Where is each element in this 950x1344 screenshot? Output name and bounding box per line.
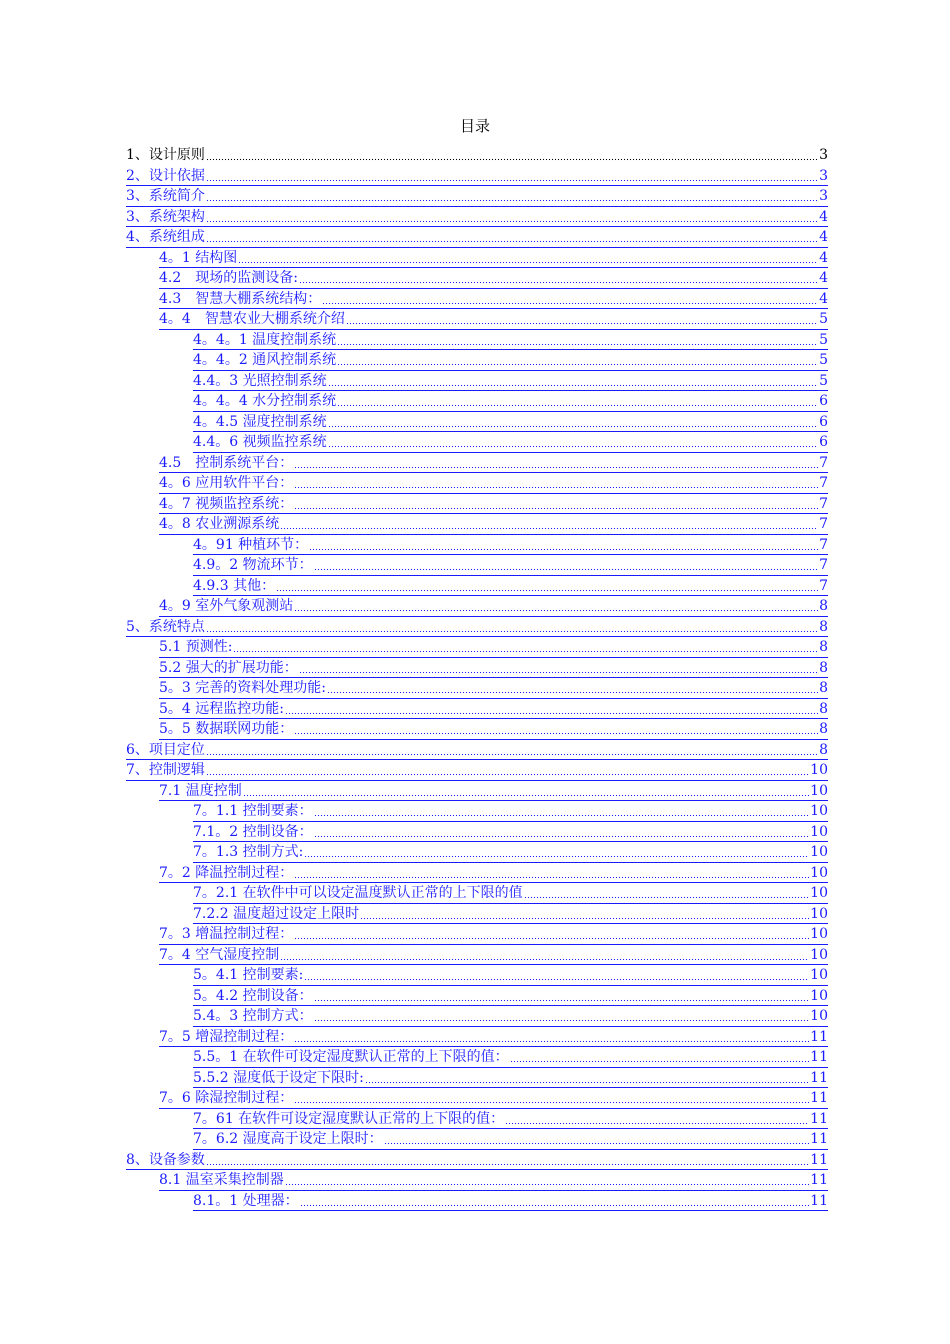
toc-page-number: 3: [819, 147, 828, 163]
toc-page-number: 10: [810, 782, 828, 799]
toc-entry[interactable]: [159, 637, 828, 658]
toc-dot-leader: [206, 188, 818, 202]
toc-dot-leader: [314, 1008, 810, 1022]
toc-entry[interactable]: [193, 330, 828, 351]
toc-entry-label: 4.9。2 物流环节：: [193, 557, 313, 573]
toc-entry-label: 5。4 远程监控功能:: [159, 700, 284, 717]
toc-page-number: 5: [819, 372, 828, 389]
toc-dot-leader: [304, 844, 809, 858]
toc-entry-label: 5.4。3 控制方式：: [193, 1008, 313, 1024]
toc-entry-label: 7、控制逻辑: [126, 762, 205, 778]
toc-dot-leader: [337, 393, 818, 407]
toc-entry[interactable]: [159, 924, 828, 945]
toc-entry[interactable]: [193, 350, 828, 371]
toc-entry-label: 4、系统组成: [126, 229, 205, 245]
toc-entry-label: 3、系统架构: [126, 208, 205, 225]
toc-entry[interactable]: [159, 658, 828, 679]
toc-page-number: 11: [810, 1028, 828, 1045]
toc-entry[interactable]: [193, 965, 828, 986]
toc-entry-label: 4。4。4 水分控制系统: [193, 393, 337, 409]
toc-entry-label: 4。4。1 温度控制系统: [193, 331, 337, 348]
toc-page-number: 6: [819, 434, 828, 450]
toc-entry[interactable]: [193, 986, 828, 1007]
toc-dot-leader: [299, 660, 818, 674]
toc-entry-label: 5.5。1 在软件可设定湿度默认正常的上下限的值：: [193, 1049, 509, 1065]
toc-entry-label: 6、项目定位: [126, 741, 205, 758]
toc-dot-leader: [206, 229, 818, 243]
toc-dot-leader: [505, 1111, 809, 1125]
toc-page-number: 6: [819, 393, 828, 409]
toc-entry[interactable]: [126, 1150, 828, 1171]
toc-entry[interactable]: [193, 1006, 828, 1027]
toc-page-number: 4: [819, 270, 828, 286]
toc-page-number: 8: [819, 659, 828, 676]
toc-entry-label: 4。8 农业溯源系统: [159, 516, 280, 532]
toc-entry-label: 4.3 智慧大棚系统结构：: [159, 290, 322, 307]
toc-entry-label: 7。3 增温控制过程：: [159, 926, 294, 942]
toc-page-number: 3: [819, 188, 828, 204]
toc-page-number: 10: [810, 762, 828, 778]
toc-entry-label: 7。61 在软件可设定湿度默认正常的上下限的值：: [193, 1110, 505, 1127]
toc-dot-leader: [510, 1049, 810, 1063]
toc-dot-leader: [206, 147, 818, 161]
toc-page-number: 8: [819, 618, 828, 635]
toc-dot-leader: [294, 1090, 809, 1104]
toc-entry-label: 7。2 降温控制过程：: [159, 864, 294, 881]
toc-entry[interactable]: [159, 1170, 828, 1191]
toc-page-number: 3: [819, 167, 828, 184]
toc-page-number: 8: [819, 700, 828, 717]
toc-dot-leader: [294, 865, 809, 879]
toc-page-number: 10: [810, 905, 828, 922]
toc-dot-leader: [294, 1029, 809, 1043]
toc-dot-leader: [299, 270, 818, 284]
toc-entry-label: 8.1 温室采集控制器: [159, 1172, 284, 1188]
toc-page-number: 7: [819, 516, 828, 532]
toc-page-number: 4: [819, 290, 828, 307]
toc-entry-label: 4。91 种植环节：: [193, 536, 309, 553]
toc-dot-leader: [328, 414, 818, 428]
toc-page-number: 11: [810, 1172, 828, 1188]
toc-entry-label: 5。4.2 控制设备：: [193, 987, 313, 1004]
toc-entry[interactable]: [193, 842, 828, 863]
toc-entry[interactable]: [193, 801, 828, 822]
toc-entry[interactable]: [159, 1088, 828, 1109]
toc-entry[interactable]: [193, 412, 828, 433]
toc-dot-leader: [309, 537, 818, 551]
toc-entry[interactable]: [159, 781, 828, 802]
toc-entry[interactable]: [126, 617, 828, 638]
toc-entry[interactable]: [126, 207, 828, 228]
toc-page-number: 8: [819, 721, 828, 737]
toc-entry[interactable]: [193, 1129, 828, 1150]
toc-dot-leader: [294, 475, 818, 489]
toc-entry[interactable]: [193, 904, 828, 925]
toc-entry-label: 4.2 现场的监测设备:: [159, 270, 298, 286]
toc-dot-leader: [206, 762, 809, 776]
toc-dot-leader: [365, 1070, 809, 1084]
toc-page-number: 10: [810, 946, 828, 963]
toc-entry[interactable]: [126, 227, 828, 248]
toc-page-number: 7: [819, 577, 828, 594]
toc-entry[interactable]: [193, 822, 828, 843]
toc-entry[interactable]: [159, 699, 828, 720]
toc-entry[interactable]: [193, 1047, 828, 1068]
toc-entry[interactable]: [126, 166, 828, 187]
toc-entry-label: 7。2.1 在软件中可以设定温度默认正常的上下限的值: [193, 885, 523, 901]
toc-dot-leader: [294, 455, 818, 469]
toc-dot-leader: [294, 721, 818, 735]
toc-dot-leader: [294, 496, 818, 510]
toc-entry-label: 4。4 智慧农业大棚系统介绍: [159, 311, 345, 327]
toc-entry-label: 4。1 结构图: [159, 249, 238, 266]
toc-entry[interactable]: [126, 760, 828, 781]
toc-dot-leader: [206, 619, 818, 633]
toc-dot-leader: [346, 311, 818, 325]
toc-entry[interactable]: [159, 863, 828, 884]
toc-entry-label: 7。6.2 湿度高于设定上限时：: [193, 1131, 383, 1147]
toc-entry-label: 4.4。3 光照控制系统: [193, 372, 327, 389]
toc-page-number: 8: [819, 598, 828, 614]
toc-page-number: 11: [810, 1090, 828, 1106]
toc-dot-leader: [238, 250, 818, 264]
toc-entry-label: 5。5 数据联网功能：: [159, 721, 294, 737]
toc-page-number: 8: [819, 639, 828, 655]
toc-dot-leader: [276, 578, 818, 592]
toc-page-number: 8: [819, 741, 828, 758]
toc-dot-leader: [300, 1193, 810, 1207]
toc-page-number: 11: [810, 1069, 828, 1086]
toc-entry-label: 2、设计依据: [126, 167, 205, 184]
toc-page-number: 10: [810, 1008, 828, 1024]
toc-entry[interactable]: [159, 268, 828, 289]
toc-entry-label: 1、设计原则: [126, 147, 205, 163]
toc-entry-label: 7。4 空气湿度控制: [159, 946, 280, 963]
toc-entry-label: 4.9.3 其他：: [193, 577, 276, 594]
table-of-contents: [126, 145, 828, 1211]
toc-entry[interactable]: [126, 186, 828, 207]
toc-entry[interactable]: [159, 473, 828, 494]
toc-entry[interactable]: [159, 309, 828, 330]
toc-dot-leader: [314, 557, 818, 571]
toc-dot-leader: [337, 352, 818, 366]
toc-page-number: 10: [810, 803, 828, 819]
toc-entry-label: 8.1。1 处理器：: [193, 1192, 299, 1209]
toc-entry: [126, 145, 828, 166]
toc-dot-leader: [285, 701, 818, 715]
toc-entry[interactable]: [193, 1109, 828, 1130]
toc-dot-leader: [327, 680, 818, 694]
toc-page-number: 11: [810, 1151, 828, 1168]
toc-entry-label: 4。4。2 通风控制系统: [193, 352, 337, 368]
toc-entry-label: 4.4。6 视频监控系统: [193, 434, 327, 450]
toc-page-number: 4: [819, 249, 828, 266]
toc-entry[interactable]: [159, 453, 828, 474]
toc-entry-label: 4。9 室外气象观测站: [159, 598, 294, 614]
toc-dot-leader: [328, 373, 818, 387]
toc-dot-leader: [280, 947, 809, 961]
toc-page-number: 10: [810, 885, 828, 901]
toc-entry-label: 7。1.1 控制要素：: [193, 803, 313, 819]
toc-entry[interactable]: [159, 719, 828, 740]
toc-entry[interactable]: [193, 883, 828, 904]
toc-entry[interactable]: [193, 371, 828, 392]
toc-entry-label: 5.1 预测性:: [159, 639, 233, 655]
toc-entry-label: 4。6 应用软件平台：: [159, 475, 294, 491]
toc-page-number: 7: [819, 454, 828, 471]
toc-dot-leader: [314, 803, 810, 817]
toc-page-number: 7: [819, 557, 828, 573]
toc-entry-label: 5.2 强大的扩展功能：: [159, 659, 298, 676]
toc-dot-leader: [304, 967, 809, 981]
toc-page-number: 10: [810, 844, 828, 860]
toc-entry[interactable]: [159, 514, 828, 535]
toc-entry-label: 5。3 完善的资料处理功能:: [159, 680, 326, 696]
toc-entry-label: 7。6 除湿控制过程：: [159, 1090, 294, 1106]
toc-entry[interactable]: [193, 391, 828, 412]
toc-page-number: 7: [819, 475, 828, 491]
toc-entry-label: 5、系统特点: [126, 618, 205, 635]
toc-dot-leader: [206, 742, 818, 756]
toc-page-number: 7: [819, 495, 828, 512]
toc-entry-label: 5.5.2 湿度低于设定下限时:: [193, 1069, 364, 1086]
toc-page-number: 10: [810, 967, 828, 983]
toc-dot-leader: [285, 1172, 809, 1186]
toc-entry[interactable]: [159, 596, 828, 617]
toc-entry-label: 5。4.1 控制要素:: [193, 967, 304, 983]
toc-entry[interactable]: [159, 1027, 828, 1048]
toc-page-number: 10: [810, 987, 828, 1004]
toc-entry-label: 7。5 增湿控制过程：: [159, 1028, 294, 1045]
toc-page-number: 10: [810, 926, 828, 942]
toc-dot-leader: [206, 168, 818, 182]
toc-entry-label: 8、设备参数: [126, 1151, 205, 1168]
toc-entry[interactable]: [193, 1191, 828, 1212]
toc-entry[interactable]: [159, 289, 828, 310]
toc-entry[interactable]: [193, 432, 828, 453]
toc-page-number: 6: [819, 413, 828, 430]
toc-entry[interactable]: [193, 1068, 828, 1089]
toc-entry-label: 3、系统简介: [126, 188, 205, 204]
toc-entry[interactable]: [193, 576, 828, 597]
toc-entry-label: 4。7 视频监控系统：: [159, 495, 294, 512]
toc-dot-leader: [206, 209, 818, 223]
toc-dot-leader: [360, 906, 809, 920]
toc-page-number: 7: [819, 536, 828, 553]
toc-entry-label: 7.2.2 温度超过设定上限时: [193, 905, 360, 922]
toc-entry[interactable]: [159, 678, 828, 699]
toc-dot-leader: [233, 639, 818, 653]
toc-dot-leader: [322, 291, 818, 305]
toc-entry-label: 4.5 控制系统平台：: [159, 454, 294, 471]
toc-dot-leader: [337, 332, 818, 346]
toc-page-number: 5: [819, 311, 828, 327]
toc-entry-label: 7.1。2 控制设备：: [193, 823, 313, 840]
toc-entry[interactable]: [193, 535, 828, 556]
toc-entry-label: 4。4.5 湿度控制系统: [193, 413, 327, 430]
toc-page-number: 11: [810, 1131, 828, 1147]
toc-entry[interactable]: [159, 248, 828, 269]
toc-entry[interactable]: [159, 945, 828, 966]
toc-page-number: 10: [810, 864, 828, 881]
toc-dot-leader: [280, 516, 818, 530]
toc-dot-leader: [314, 988, 810, 1002]
page-title: 目录: [459, 117, 490, 135]
toc-page-number: 10: [810, 823, 828, 840]
toc-entry[interactable]: [193, 555, 828, 576]
toc-page-number: 11: [810, 1110, 828, 1127]
toc-entry-label: 7.1 温度控制: [159, 782, 242, 799]
toc-page-number: 4: [819, 229, 828, 245]
toc-dot-leader: [384, 1131, 810, 1145]
toc-dot-leader: [206, 1152, 809, 1166]
toc-entry[interactable]: [126, 740, 828, 761]
toc-dot-leader: [524, 885, 810, 899]
toc-dot-leader: [243, 783, 809, 797]
toc-page-number: 4: [819, 208, 828, 225]
toc-dot-leader: [294, 926, 809, 940]
toc-page-number: 11: [810, 1049, 828, 1065]
toc-dot-leader: [294, 598, 818, 612]
toc-page-number: 11: [810, 1192, 828, 1209]
toc-page-number: 5: [819, 352, 828, 368]
toc-entry[interactable]: [159, 494, 828, 515]
toc-entry-label: 7。1.3 控制方式:: [193, 844, 304, 860]
toc-page-number: 8: [819, 680, 828, 696]
toc-dot-leader: [328, 434, 818, 448]
toc-dot-leader: [314, 824, 810, 838]
toc-page-number: 5: [819, 331, 828, 348]
